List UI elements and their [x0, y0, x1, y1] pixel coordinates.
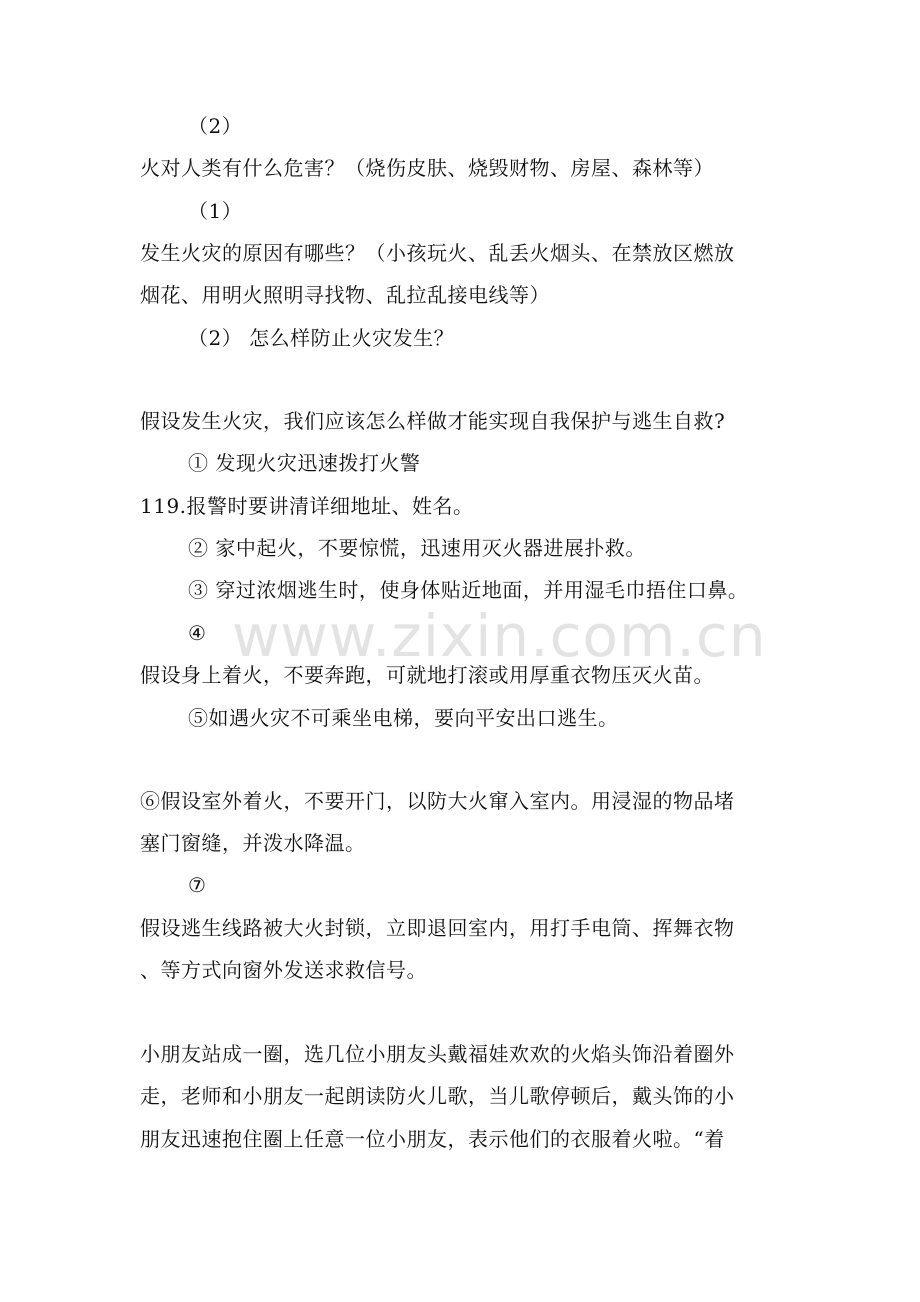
text-line: ⑦: [188, 873, 207, 897]
text-line: （1）: [188, 199, 243, 223]
text-line: 塞门窗缝，并泼水降温。: [140, 831, 366, 855]
text-line: （2）: [188, 114, 243, 138]
text-line: ④: [188, 621, 207, 645]
text-line: 、等方式向窗外发送求救信号。: [140, 958, 427, 982]
text-line: ③ 穿过浓烟逃生时，使身体贴近地面，并用湿毛巾捂住口鼻。: [188, 578, 749, 602]
text-line: 火对人类有什么危害？（烧伤皮肤、烧毁财物、房屋、森林等）: [140, 156, 714, 180]
text-line: 朋友迅速抱住圈上任意一位小朋友，表示他们的衣服着火啦。“着: [140, 1127, 725, 1151]
text-line: ⑤如遇火灾不可乘坐电梯，要向平安出口逃生。: [188, 706, 619, 730]
text-line: 假设发生火灾，我们应该怎么样做才能实现自我保护与逃生自救?: [140, 409, 726, 433]
text-line: 假设逃生线路被大火封锁，立即退回室内，用打手电筒、挥舞衣物: [140, 916, 735, 940]
text-line: 走，老师和小朋友一起朗读防火儿歌，当儿歌停顿后，戴头饰的小: [140, 1084, 735, 1108]
text-line: 小朋友站成一圈，选几位小朋友头戴福娃欢欢的火焰头饰沿着圈外: [140, 1042, 735, 1066]
text-line: ② 家中起火，不要惊慌，迅速用灭火器进展扑救。: [188, 536, 646, 560]
text-line: （2） 怎么样防止火灾发生？: [188, 326, 455, 350]
text-line: ⑥假设室外着火，不要开门，以防大火窜入室内。用浸湿的物品堵: [140, 789, 735, 813]
text-line: 发生火灾的原因有哪些？（小孩玩火、乱丢火烟头、在禁放区燃放: [140, 241, 735, 265]
text-line: 烟花、用明火照明寻找物、乱拉乱接电线等）: [140, 283, 550, 307]
text-line: ① 发现火灾迅速拨打火警: [188, 451, 421, 475]
text-line: 假设身上着火，不要奔跑，可就地打滚或用厚重衣物压灭火苗。: [140, 663, 714, 687]
text-line: 119.报警时要讲清详细地址、姓名。: [140, 494, 474, 518]
watermark-text: www.zixin.com.cn: [232, 602, 767, 670]
